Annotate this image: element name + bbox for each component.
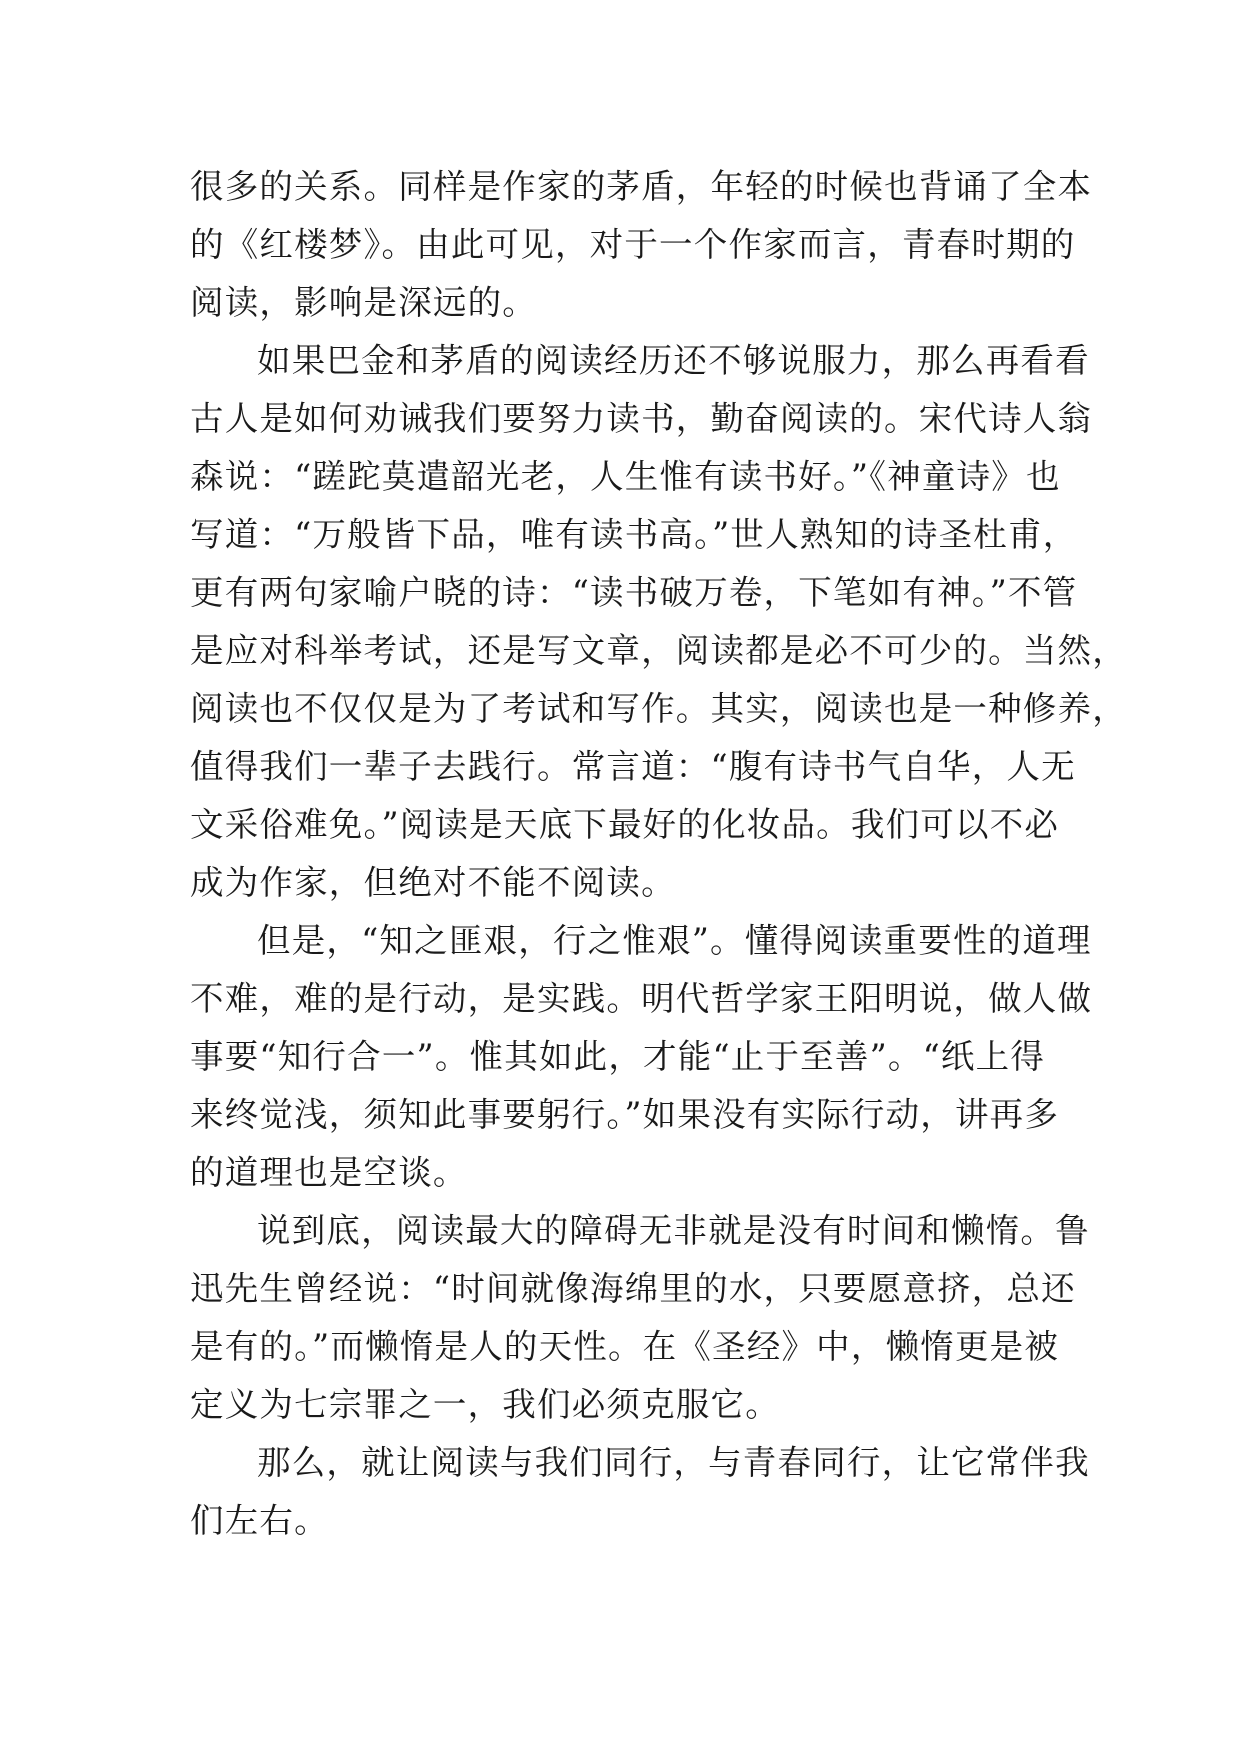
text-line: 定义为七宗罪之一，我们必须克服它。 bbox=[190, 1385, 780, 1424]
text-line: 的道理也是空谈。 bbox=[190, 1153, 468, 1192]
text-line: 阅读也不仅仅是为了考试和写作。其实，阅读也是一种修养， bbox=[190, 689, 1127, 728]
text-line: 成为作家，但绝对不能不阅读。 bbox=[190, 863, 676, 902]
text-line: 迅先生曾经说：“时间就像海绵里的水，只要愿意挤，总还 bbox=[190, 1269, 1076, 1308]
text-line: 事要“知行合一”。惟其如此，才能“止于至善”。“纸上得 bbox=[190, 1037, 1046, 1076]
text-line: 古人是如何劝诫我们要努力读书，勤奋阅读的。宋代诗人翁 bbox=[190, 399, 1093, 438]
text-line: 值得我们一辈子去践行。常言道：“腹有诗书气自华，人无 bbox=[190, 747, 1076, 786]
text-line: 很多的关系。同样是作家的茅盾，年轻的时候也背诵了全本 bbox=[190, 167, 1093, 206]
text-line: 但是，“知之匪艰，行之惟艰”。懂得阅读重要性的道理 bbox=[257, 921, 1092, 960]
text-line: 更有两句家喻户晓的诗：“读书破万卷，下笔如有神。”不管 bbox=[190, 573, 1078, 612]
paragraph-3 bbox=[190, 912, 1093, 1202]
text-line: 如果巴金和茅盾的阅读经历还不够说服力，那么再看看 bbox=[257, 341, 1090, 380]
text-line: 的《红楼梦》。由此可见，对于一个作家而言，青春时期的 bbox=[190, 225, 1076, 264]
text-line: 说到底，阅读最大的障碍无非就是没有时间和懒惰。鲁 bbox=[257, 1211, 1090, 1250]
text-line: 是有的。”而懒惰是人的天性。在《圣经》中，懒惰更是被 bbox=[190, 1327, 1060, 1366]
paragraph-2 bbox=[190, 332, 1127, 912]
text-line: 森说：“蹉跎莫遣韶光老，人生惟有读书好。”《神童诗》也 bbox=[190, 457, 1061, 496]
text-line: 不难，难的是行动，是实践。明代哲学家王阳明说，做人做 bbox=[190, 979, 1093, 1018]
paragraph-1 bbox=[190, 158, 1093, 332]
paragraph-4 bbox=[190, 1202, 1090, 1434]
paragraph-5 bbox=[190, 1434, 1090, 1550]
text-line: 文采俗难免。”阅读是天底下最好的化妆品。我们可以不必 bbox=[190, 805, 1060, 844]
text-line: 阅读，影响是深远的。 bbox=[190, 283, 537, 322]
text-line: 们左右。 bbox=[190, 1501, 329, 1540]
text-line: 是应对科举考试，还是写文章，阅读都是必不可少的。当然， bbox=[190, 631, 1127, 670]
text-line: 写道：“万般皆下品，唯有读书高。”世人熟知的诗圣杜甫， bbox=[190, 515, 1078, 554]
text-line: 来终觉浅，须知此事要躬行。”如果没有实际行动，讲再多 bbox=[190, 1095, 1060, 1134]
text-line: 那么，就让阅读与我们同行，与青春同行，让它常伴我 bbox=[257, 1443, 1090, 1482]
document-body bbox=[190, 158, 1127, 1550]
